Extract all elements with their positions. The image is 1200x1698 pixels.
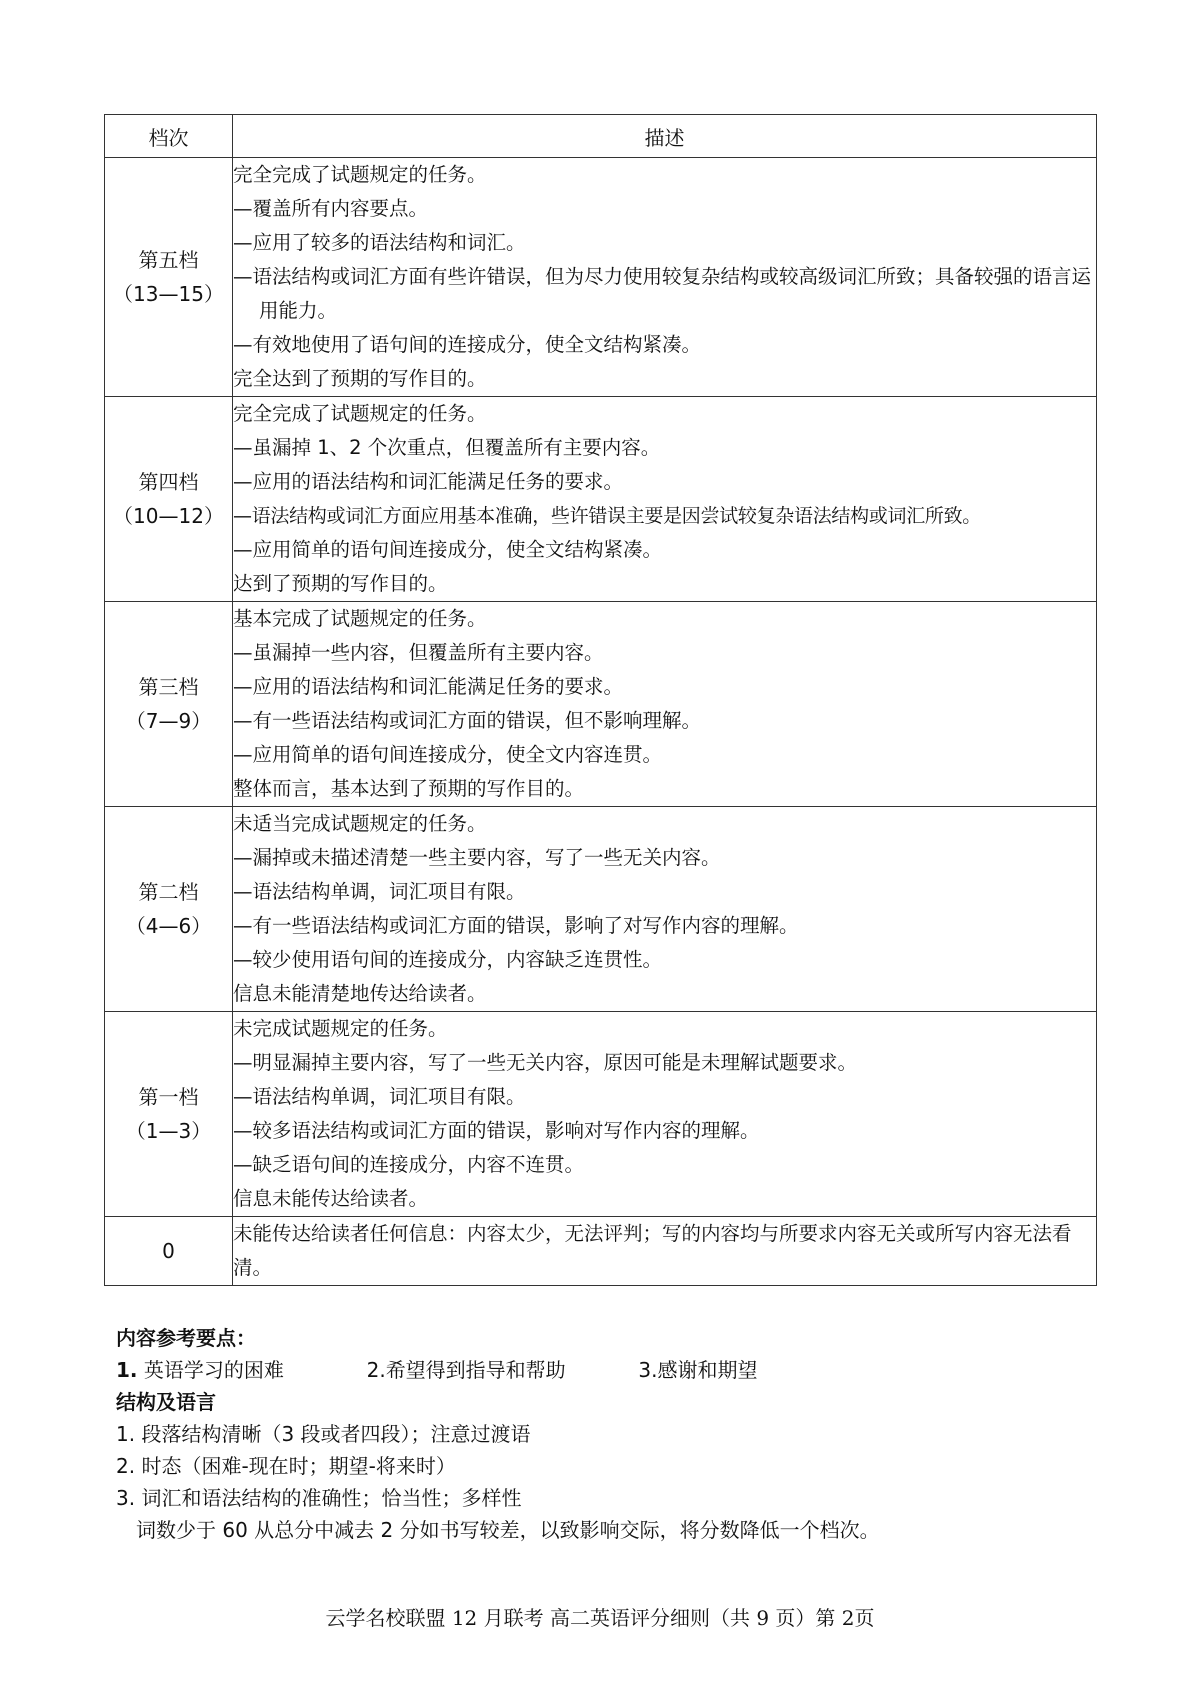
description-line: —语法结构单调，词汇项目有限。	[233, 1085, 526, 1108]
table-row	[105, 1217, 1097, 1286]
table-row	[105, 1012, 1097, 1217]
description-cell	[233, 397, 1097, 602]
description-line: —缺乏语句间的连接成分，内容不连贯。	[233, 1153, 585, 1176]
scoring-rubric-table	[104, 114, 1097, 1286]
table-header-row	[105, 115, 1097, 158]
description-cell	[233, 1217, 1097, 1286]
table-row	[105, 158, 1097, 397]
header-level: 档次	[105, 115, 233, 158]
description-line: 未能传达给读者任何信息：内容太少，无法评判；写的内容均与所要求内容无关或所写内容无法看清。	[233, 1222, 1072, 1279]
level-name: 第二档	[138, 880, 199, 904]
description-line: —漏掉或未描述清楚一些主要内容，写了一些无关内容。	[233, 846, 721, 869]
level-name: 第三档	[138, 675, 199, 699]
content-point-number: 2.	[366, 1358, 386, 1382]
description-line: 未适当完成试题规定的任务。	[233, 812, 487, 835]
description-line: —应用的语法结构和词汇能满足任务的要求。	[233, 470, 624, 493]
level-name: 第五档	[138, 248, 199, 272]
description-line: —较多语法结构或词汇方面的错误，影响对写作内容的理解。	[233, 1119, 760, 1142]
description-line: —有一些语法结构或词汇方面的错误，但不影响理解。	[233, 709, 702, 732]
description-line: 基本完成了试题规定的任务。	[233, 607, 487, 630]
level-cell	[105, 602, 233, 807]
header-description: 描述	[233, 115, 1097, 158]
description-cell	[233, 158, 1097, 397]
structure-point: 1. 段落结构清晰（3 段或者四段）；注意过渡语	[116, 1422, 531, 1446]
level-cell	[105, 1217, 233, 1286]
description-line: —应用简单的语句间连接成分，使全文内容连贯。	[233, 743, 663, 766]
level-range: （10—12）	[113, 504, 224, 528]
level-range: （4—6）	[125, 914, 212, 938]
word-count-note: 词数少于 60 从总分中减去 2 分如书写较差，以致影响交际，将分数降低一个档次。	[136, 1518, 880, 1542]
level-range: （1—3）	[125, 1119, 212, 1143]
description-line: 信息未能清楚地传达给读者。	[233, 982, 487, 1005]
content-points-list	[116, 1354, 1076, 1386]
description-line: —较少使用语句间的连接成分，内容缺乏连贯性。	[233, 948, 663, 971]
content-points-heading: 内容参考要点：	[116, 1326, 256, 1350]
level-cell	[105, 158, 233, 397]
description-line: —应用了较多的语法结构和词汇。	[233, 231, 526, 254]
content-point-number: 1.	[116, 1358, 138, 1382]
level-name: 第一档	[138, 1085, 199, 1109]
description-line: 达到了预期的写作目的。	[233, 572, 448, 595]
description-line: 信息未能传达给读者。	[233, 1187, 429, 1210]
description-line: —语法结构或词汇方面应用基本准确，些许错误主要是因尝试较复杂语法结构或词汇所致。	[233, 505, 982, 527]
level-cell	[105, 807, 233, 1012]
description-cell	[233, 1012, 1097, 1217]
level-range: （13—15）	[113, 282, 224, 306]
level-name: 第四档	[138, 470, 199, 494]
description-line: 完全完成了试题规定的任务。	[233, 163, 487, 186]
description-line: —有效地使用了语句间的连接成分，使全文结构紧凑。	[233, 333, 702, 356]
description-line: —应用的语法结构和词汇能满足任务的要求。	[233, 675, 624, 698]
content-point-text: 希望得到指导和帮助	[385, 1358, 566, 1382]
description-line: —语法结构或词汇方面有些许错误，但为尽力使用较复杂结构或较高级词汇所致；具备较强的语言运用能力。	[233, 265, 1092, 322]
table-row	[105, 397, 1097, 602]
scoring-notes	[116, 1322, 1076, 1546]
content-point-number: 3.	[638, 1358, 658, 1382]
description-line: 完全完成了试题规定的任务。	[233, 402, 487, 425]
description-line: —覆盖所有内容要点。	[233, 197, 429, 220]
description-cell	[233, 807, 1097, 1012]
description-line: 未完成试题规定的任务。	[233, 1017, 448, 1040]
description-line: —语法结构单调，词汇项目有限。	[233, 880, 526, 903]
content-point-text: 英语学习的困难	[137, 1358, 284, 1382]
table-row	[105, 807, 1097, 1012]
table-row	[105, 602, 1097, 807]
description-cell	[233, 602, 1097, 807]
content-point-text: 感谢和期望	[657, 1358, 758, 1382]
level-range: （7—9）	[125, 709, 212, 733]
structure-heading: 结构及语言	[116, 1390, 216, 1414]
level-cell	[105, 1012, 233, 1217]
level-cell	[105, 397, 233, 602]
page-footer: 云学名校联盟 12 月联考 高二英语评分细则（共 9 页）第 2页	[325, 1606, 875, 1630]
description-line: —虽漏掉 1、2 个次重点，但覆盖所有主要内容。	[233, 436, 661, 459]
description-line: —明显漏掉主要内容，写了一些无关内容，原因可能是未理解试题要求。	[233, 1051, 858, 1074]
description-line: 整体而言，基本达到了预期的写作目的。	[233, 777, 585, 800]
description-line: 完全达到了预期的写作目的。	[233, 367, 487, 390]
description-line: —应用简单的语句间连接成分，使全文结构紧凑。	[233, 538, 663, 561]
description-line: —有一些语法结构或词汇方面的错误，影响了对写作内容的理解。	[233, 914, 799, 937]
structure-point: 3. 词汇和语法结构的准确性；恰当性；多样性	[116, 1486, 522, 1510]
level-name: 0	[162, 1239, 175, 1263]
structure-point: 2. 时态（困难-现在时；期望-将来时）	[116, 1454, 456, 1478]
description-line: —虽漏掉一些内容，但覆盖所有主要内容。	[233, 641, 604, 664]
